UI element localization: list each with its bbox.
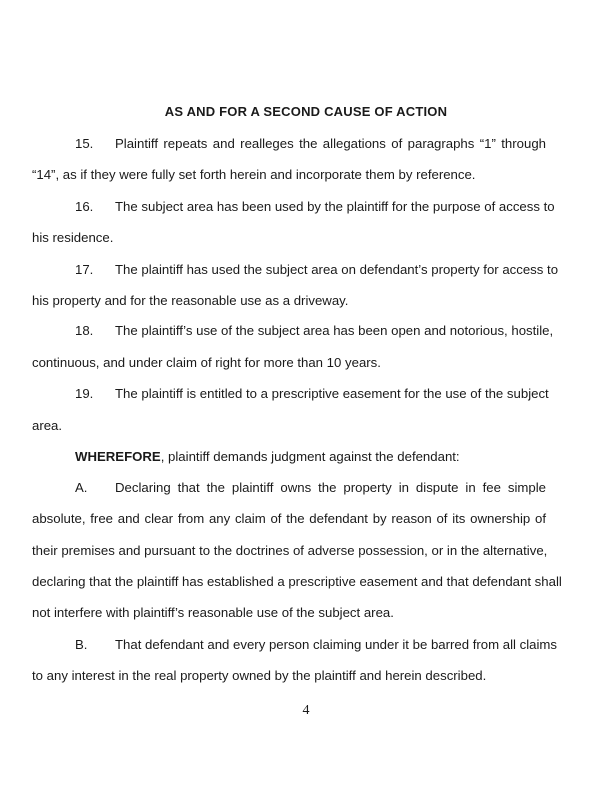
clause-label: B.: [75, 637, 88, 652]
paragraph-19-line-2: area.: [32, 418, 63, 433]
paragraph-number: 15.: [75, 136, 94, 151]
wherefore-keyword: WHEREFORE: [75, 449, 161, 464]
clause-a-line-4: declaring that the plaintiff has established a prescriptive easement and that defendant shall: [32, 574, 562, 589]
clause-a-line-2: absolute, free and clear from any claim of the defendant by reason of its ownership of: [32, 511, 546, 526]
wherefore-clause: [75, 449, 460, 465]
paragraph-19-line-1: [75, 386, 549, 402]
paragraph-15-line-2: “14”, as if they were fully set forth herein and incorporate them by reference.: [32, 167, 476, 182]
paragraph-text: Plaintiff repeats and realleges the allegations of paragraphs “1” through: [115, 136, 546, 151]
paragraph-text: The plaintiff’s use of the subject area has been open and notorious, hostile,: [115, 323, 554, 338]
paragraph-number: 19.: [75, 386, 94, 401]
clause-b-line-2: to any interest in the real property owned by the plaintiff and herein described.: [32, 668, 487, 683]
paragraph-15-line-1: [75, 136, 546, 152]
wherefore-text: , plaintiff demands judgment against the defendant:: [160, 449, 460, 464]
paragraph-number: 18.: [75, 323, 94, 338]
clause-text: Declaring that the plaintiff owns the property in dispute in fee simple: [115, 480, 546, 495]
paragraph-17-line-2: his property and for the reasonable use as a driveway.: [32, 293, 349, 308]
paragraph-text: The plaintiff has used the subject area on defendant’s property for access to: [115, 262, 559, 277]
paragraph-18-line-1: [75, 323, 554, 339]
clause-a-line-1: [75, 480, 546, 496]
paragraph-number: 16.: [75, 199, 94, 214]
clause-text: That defendant and every person claiming under it be barred from all claims: [115, 637, 558, 652]
clause-a-line-5: not interfere with plaintiff’s reasonable use of the subject area.: [32, 605, 394, 620]
section-heading: AS AND FOR A SECOND CAUSE OF ACTION: [164, 104, 448, 119]
paragraph-17-line-1: [75, 262, 559, 278]
page-number: 4: [302, 703, 310, 718]
paragraph-16-line-1: [75, 199, 555, 215]
clause-b-line-1: [75, 637, 558, 653]
paragraph-16-line-2: his residence.: [32, 230, 114, 245]
paragraph-text: The subject area has been used by the plaintiff for the purpose of access to: [115, 199, 555, 214]
paragraph-18-line-2: continuous, and under claim of right for more than 10 years.: [32, 355, 381, 370]
clause-label: A.: [75, 480, 88, 495]
clause-a-line-3: their premises and pursuant to the doctrines of adverse possession, or in the alternative,: [32, 543, 548, 558]
paragraph-text: The plaintiff is entitled to a prescriptive easement for the use of the subject: [115, 386, 549, 401]
paragraph-number: 17.: [75, 262, 94, 277]
